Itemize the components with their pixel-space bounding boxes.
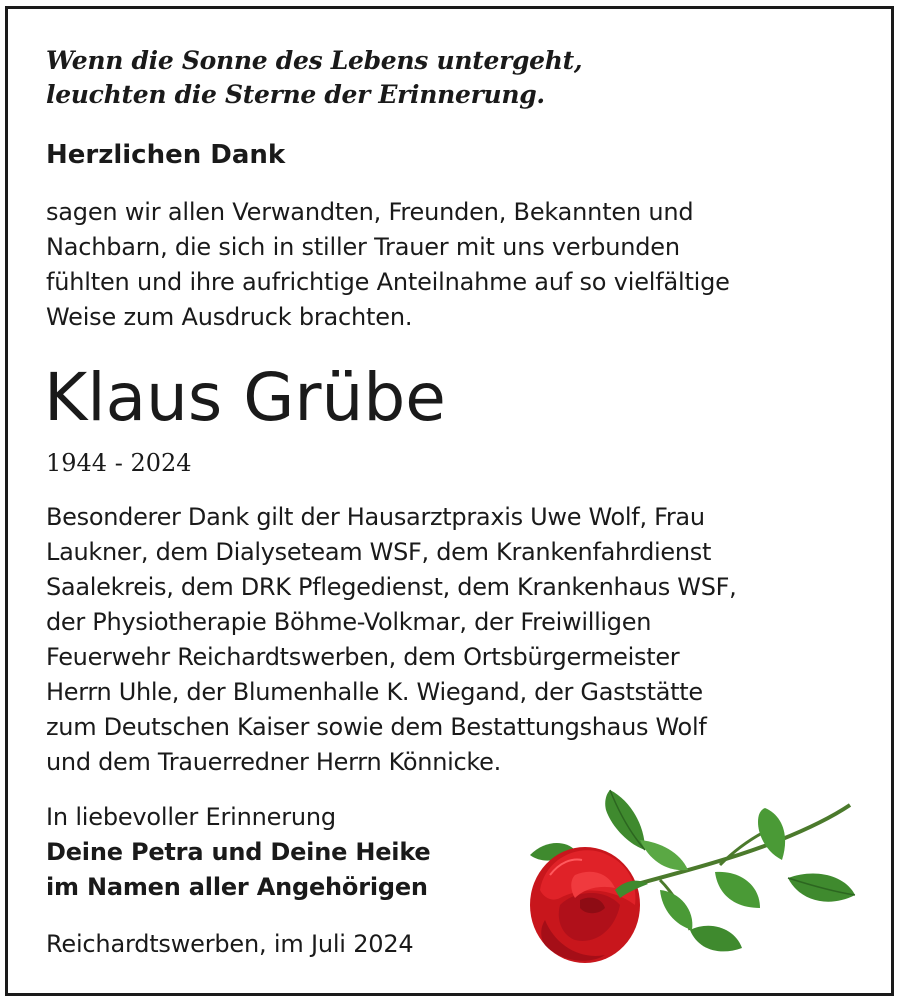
- closing-line: In liebevoller Erinnerung: [46, 803, 336, 831]
- deceased-name: Klaus Grübe: [44, 359, 446, 436]
- text-line: der Physiotherapie Böhme-Volkmar, der Freiwilligen: [46, 608, 652, 636]
- signatories: Deine Petra und Deine Heike: [46, 838, 431, 866]
- thanks-heading: Herzlichen Dank: [46, 140, 286, 170]
- text-line: und dem Trauerredner Herrn Könnicke.: [46, 748, 501, 776]
- intro-paragraph: [46, 195, 730, 335]
- text-line: Herrn Uhle, der Blumenhalle K. Wiegand, der Gaststätte: [46, 678, 703, 706]
- text-line: Laukner, dem Dialyseteam WSF, dem Krankenfahrdienst: [46, 538, 712, 566]
- text-line: fühlten und ihre aufrichtige Anteilnahme auf so vielfältige: [46, 268, 730, 296]
- motto-quote: [46, 44, 582, 112]
- text-line: Nachbarn, die sich in stiller Trauer mit uns verbunden: [46, 233, 680, 261]
- motto-line: leuchten die Sterne der Erinnerung.: [46, 80, 545, 109]
- signatories-note: im Namen aller Angehörigen: [46, 873, 428, 901]
- text-line: sagen wir allen Verwandten, Freunden, Bekannten und: [46, 198, 694, 226]
- motto-line: Wenn die Sonne des Lebens untergeht,: [46, 46, 583, 75]
- text-line: Feuerwehr Reichardtswerben, dem Ortsbürgermeister: [46, 643, 680, 671]
- text-line: Besonderer Dank gilt der Hausarztpraxis Uwe Wolf, Frau: [46, 503, 705, 531]
- closing-signature: [46, 800, 431, 905]
- rose-image: [520, 780, 865, 975]
- text-line: Saalekreis, dem DRK Pflegedienst, dem Krankenhaus WSF,: [46, 573, 737, 601]
- text-line: Weise zum Ausdruck brachten.: [46, 303, 413, 331]
- life-dates: 1944 - 2024: [46, 449, 192, 477]
- place-and-date: Reichardtswerben, im Juli 2024: [46, 930, 414, 958]
- special-thanks-paragraph: [46, 500, 736, 780]
- text-line: zum Deutschen Kaiser sowie dem Bestattungshaus Wolf: [46, 713, 707, 741]
